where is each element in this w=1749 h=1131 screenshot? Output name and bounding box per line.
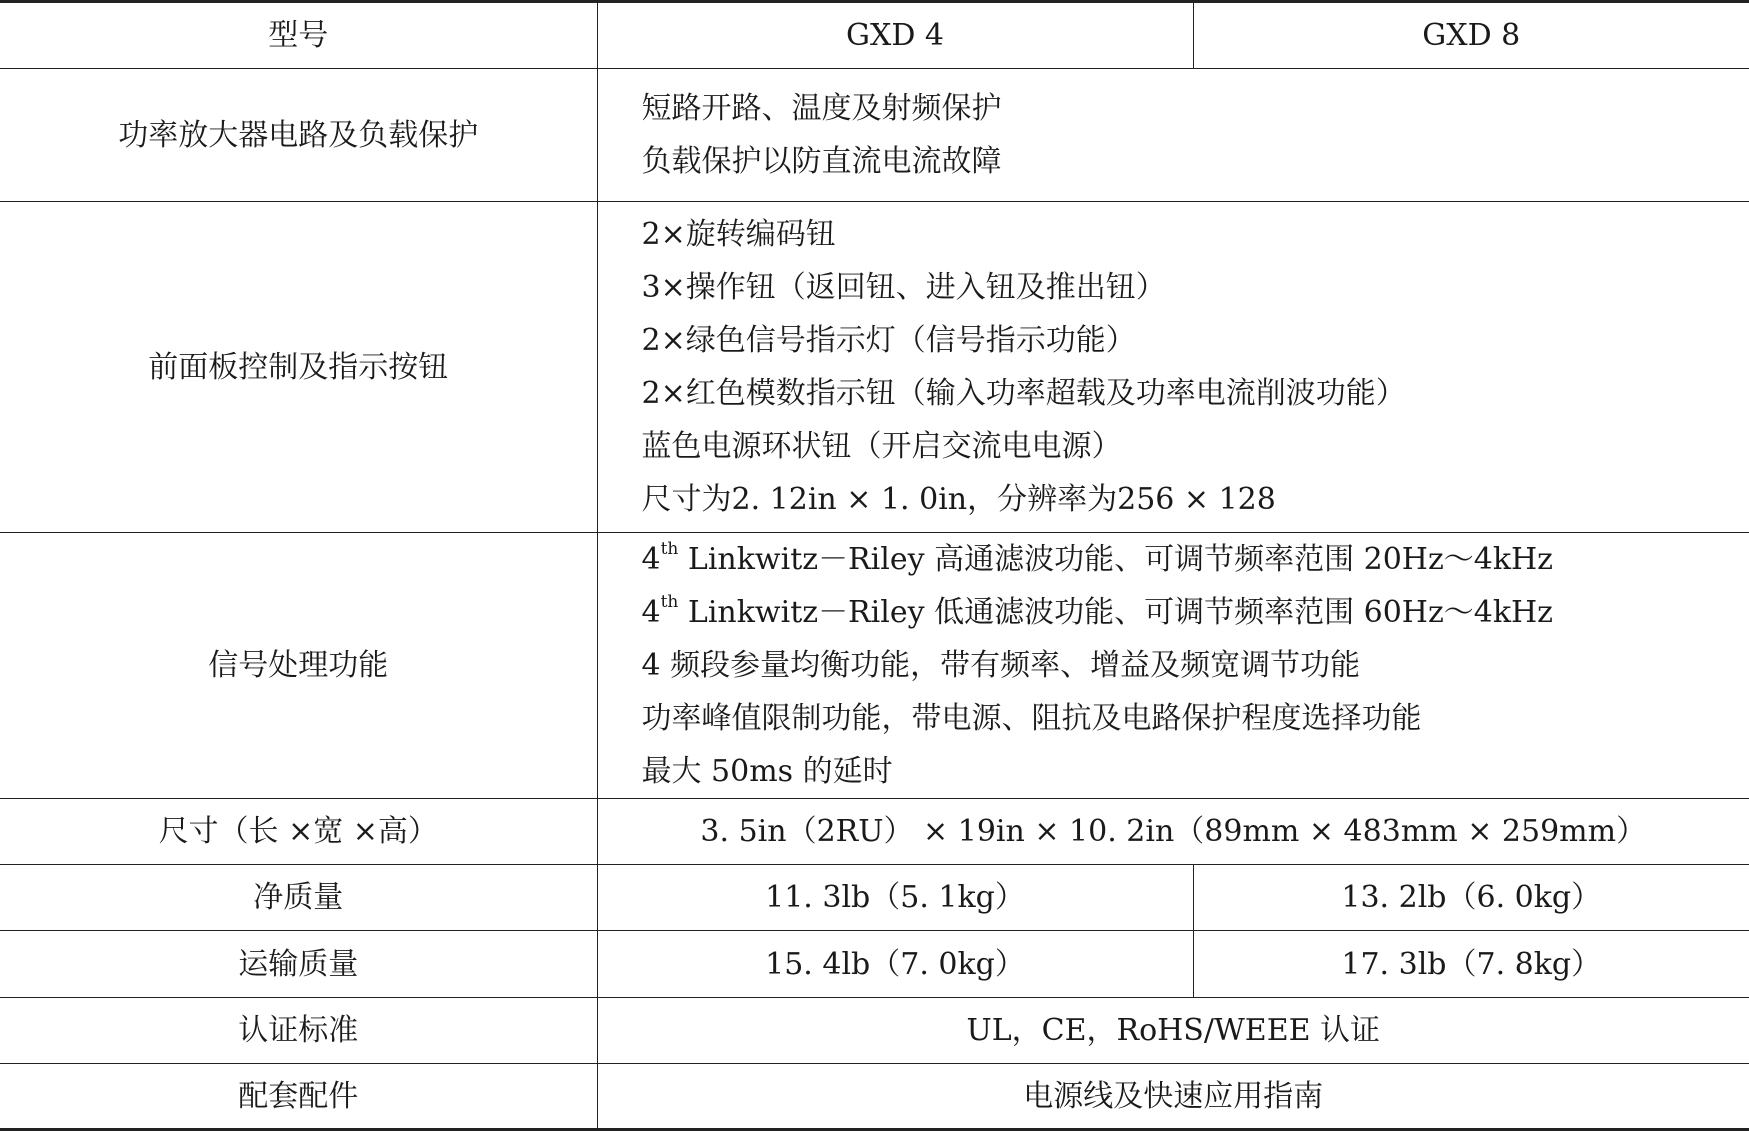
accessories-value: 电源线及快速应用指南 bbox=[597, 1064, 1749, 1130]
highpass-text: Linkwitz－Riley 高通滤波功能、可调节频率范围 20Hz～4kHz bbox=[678, 542, 1553, 577]
signal-processing-label: 信号处理功能 bbox=[0, 533, 597, 799]
signal-processing-value bbox=[597, 533, 1749, 799]
dimensions-value: 3. 5in（2RU） × 19in × 10. 2in（89mm × 483mm × 259mm） bbox=[597, 799, 1749, 865]
accessories-label: 配套配件 bbox=[0, 1064, 597, 1130]
shipping-weight-gxd8: 17. 3lb（7. 8kg） bbox=[1193, 931, 1749, 998]
shipping-weight-label: 运输质量 bbox=[0, 931, 597, 998]
front-panel-line: 3×操作钮（返回钮、进入钮及推出钮） bbox=[642, 261, 1749, 314]
net-weight-label: 净质量 bbox=[0, 865, 597, 931]
dimensions-row bbox=[0, 799, 1749, 865]
protection-row bbox=[0, 69, 1749, 202]
highpass-order-suffix: th bbox=[661, 539, 679, 559]
certification-value: UL，CE，RoHS/WEEE 认证 bbox=[597, 998, 1749, 1064]
net-weight-gxd4: 11. 3lb（5. 1kg） bbox=[597, 865, 1193, 931]
model-gxd8: GXD 8 bbox=[1193, 2, 1749, 69]
model-label: 型号 bbox=[0, 2, 597, 69]
front-panel-line: 2×旋转编码钮 bbox=[642, 208, 1749, 261]
model-gxd4: GXD 4 bbox=[597, 2, 1193, 69]
highpass-line bbox=[642, 533, 1749, 586]
signal-processing-row bbox=[0, 533, 1749, 799]
front-panel-line: 尺寸为2. 12in × 1. 0in，分辨率为256 × 128 bbox=[642, 473, 1749, 526]
accessories-row bbox=[0, 1064, 1749, 1130]
protection-label: 功率放大器电路及负载保护 bbox=[0, 69, 597, 202]
lowpass-order: 4 bbox=[642, 595, 661, 630]
front-panel-line: 2×红色模数指示钮（输入功率超载及功率电流削波功能） bbox=[642, 367, 1749, 420]
front-panel-label: 前面板控制及指示按钮 bbox=[0, 202, 597, 533]
limiter-line: 功率峰值限制功能，带电源、阻抗及电路保护程度选择功能 bbox=[642, 692, 1749, 745]
delay-line: 最大 50ms 的延时 bbox=[642, 745, 1749, 798]
certification-row bbox=[0, 998, 1749, 1064]
front-panel-line: 蓝色电源环状钮（开启交流电电源） bbox=[642, 420, 1749, 473]
net-weight-gxd8: 13. 2lb（6. 0kg） bbox=[1193, 865, 1749, 931]
front-panel-row bbox=[0, 202, 1749, 533]
dimensions-label: 尺寸（长 ×宽 ×高） bbox=[0, 799, 597, 865]
lowpass-text: Linkwitz－Riley 低通滤波功能、可调节频率范围 60Hz～4kHz bbox=[678, 595, 1553, 630]
protection-line: 短路开路、温度及射频保护 bbox=[642, 82, 1749, 135]
front-panel-line: 2×绿色信号指示灯（信号指示功能） bbox=[642, 314, 1749, 367]
protection-value bbox=[597, 69, 1749, 202]
net-weight-row bbox=[0, 865, 1749, 931]
lowpass-order-suffix: th bbox=[661, 592, 679, 612]
header-row bbox=[0, 2, 1749, 69]
protection-line: 负载保护以防直流电流故障 bbox=[642, 135, 1749, 188]
front-panel-value bbox=[597, 202, 1749, 533]
lowpass-line bbox=[642, 586, 1749, 639]
shipping-weight-row bbox=[0, 931, 1749, 998]
shipping-weight-gxd4: 15. 4lb（7. 0kg） bbox=[597, 931, 1193, 998]
highpass-order: 4 bbox=[642, 542, 661, 577]
eq-line: 4 频段参量均衡功能，带有频率、增益及频宽调节功能 bbox=[642, 639, 1749, 692]
certification-label: 认证标准 bbox=[0, 998, 597, 1064]
